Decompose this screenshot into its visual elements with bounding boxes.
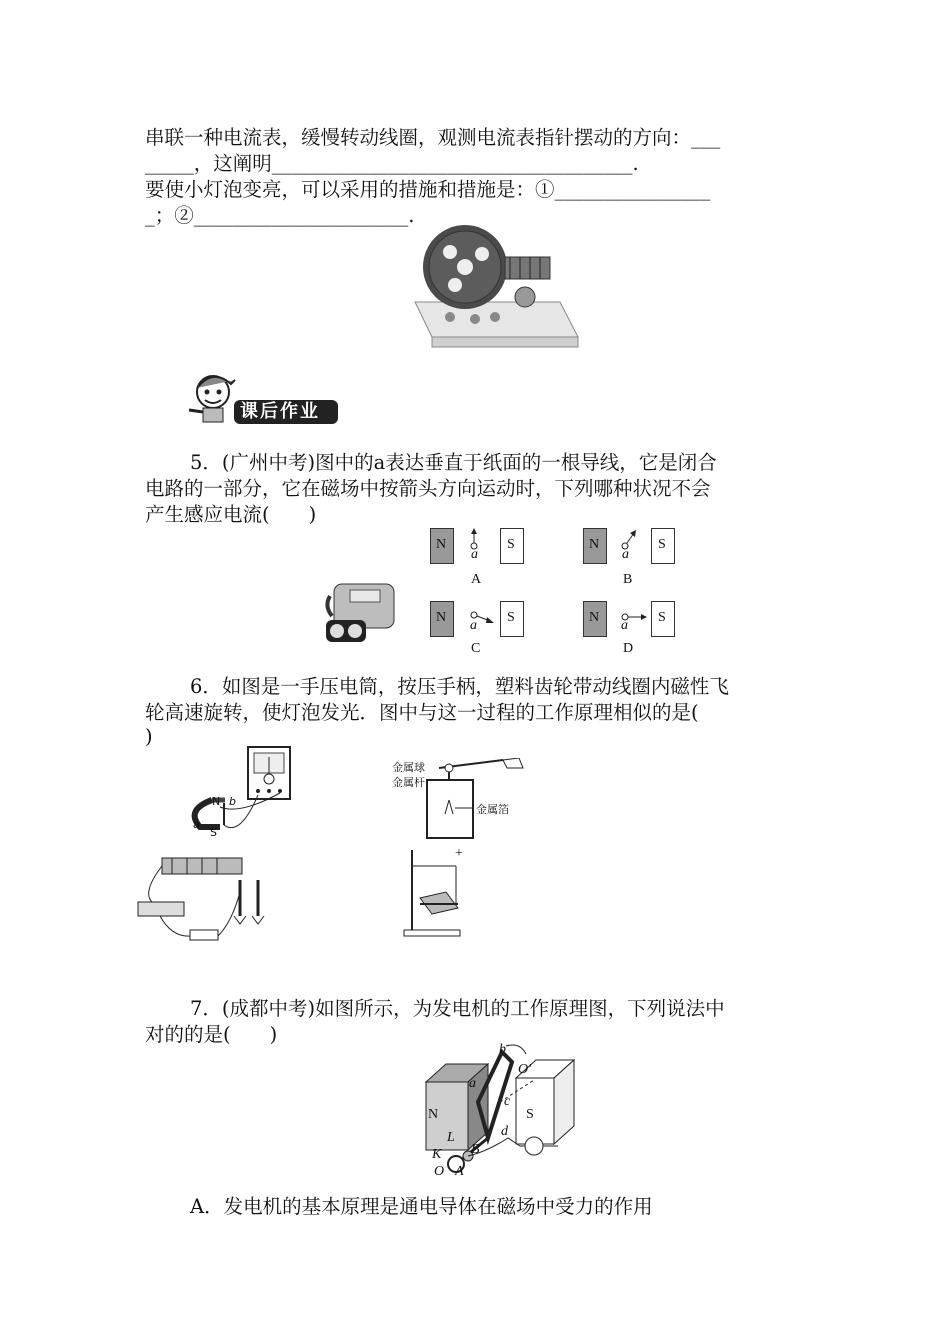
q6-line-1: 6．如图是一手压电筒，按压手柄，塑料齿轮带动线圈内磁性飞	[190, 675, 729, 698]
q6-line-2: 轮高速旋转，使灯泡发光．图中与这一过程的工作原理相似的是(	[145, 701, 699, 724]
north-magnet	[583, 528, 607, 564]
option-c-label: C	[471, 641, 481, 656]
hand-press-flashlight-image	[320, 576, 410, 646]
q7-label-n: N	[428, 1107, 439, 1122]
north-label: N	[436, 537, 447, 552]
q5-line-3: 产生感应电流( )	[145, 503, 317, 526]
north-magnet	[583, 601, 607, 637]
q5-option-d-diagram	[583, 601, 683, 661]
q7-label-o-prime: O'	[518, 1062, 532, 1077]
south-magnet	[500, 528, 524, 564]
q7-label-a: a	[469, 1076, 476, 1091]
q7-label-k: K	[432, 1147, 442, 1162]
q6-figure-c-electromagnet	[132, 852, 272, 944]
south-magnet	[651, 528, 675, 564]
south-label: S	[507, 537, 515, 552]
option-d-label: D	[623, 641, 634, 656]
q7-label-b: b	[499, 1042, 506, 1057]
metal-rod-label: 金属杆	[392, 776, 425, 789]
north-label: N	[589, 537, 600, 552]
north-label: N	[436, 610, 447, 625]
north-label: N	[589, 610, 600, 625]
q5-line-1: 5．(广州中考)图中的a表达垂直于纸面的一根导线，它是闭合	[190, 451, 717, 474]
south-label: S	[658, 610, 666, 625]
option-b-label: B	[623, 572, 633, 587]
q6-figure-b-electroscope	[415, 758, 535, 842]
fig-a-s-label: S	[210, 826, 217, 839]
homework-banner	[234, 400, 338, 424]
fig-a-n-label: N	[212, 795, 221, 808]
south-label: S	[507, 610, 515, 625]
q6-figure-d-stand	[402, 846, 482, 940]
generator-apparatus-figure	[410, 222, 580, 352]
q7-label-s: S	[526, 1107, 534, 1122]
q7-line-2: 对的的是( )	[145, 1023, 278, 1046]
q7-label-c: c	[504, 1094, 511, 1109]
q5-option-b-diagram	[583, 528, 683, 588]
metal-ball-label: 金属球	[392, 761, 425, 774]
north-magnet	[430, 528, 454, 564]
q7-option-a: A．发电机的基本原理是通电导体在磁场中受力的作用	[190, 1195, 653, 1218]
q6-line-3: )	[145, 725, 153, 748]
option-a-label: A	[471, 572, 482, 587]
wire-label: a	[621, 618, 628, 633]
south-magnet	[651, 601, 675, 637]
fig-a-a-label: a	[193, 818, 200, 831]
q5-line-2: 电路的一部分，它在磁场中按箭头方向运动时，下列哪种状况不会	[145, 477, 711, 500]
q5-option-c-diagram	[430, 601, 530, 661]
fig-d-plus-label: +	[455, 846, 463, 861]
wire-label: a	[470, 618, 477, 633]
q7-label-b2: B	[471, 1142, 480, 1157]
q7-line-1: 7．(成都中考)如图所示，为发电机的工作原理图，下列说法中	[190, 997, 725, 1020]
q4-line-4: _；②______________________.	[145, 204, 415, 227]
q7-label-a2: A	[455, 1164, 464, 1179]
north-magnet	[430, 601, 454, 637]
q7-label-l: L	[447, 1130, 455, 1145]
q7-label-d: d	[501, 1124, 508, 1139]
fig-a-b-label: b	[229, 795, 236, 808]
south-label: S	[658, 537, 666, 552]
q4-line-3: 要使小灯泡变亮，可以采用的措施和措施是：①________________	[145, 178, 711, 201]
wire-label: a	[622, 547, 629, 562]
homework-banner-label: 课后作业	[240, 401, 320, 422]
q4-line-2: _____，这阐明_____________________________________.	[145, 152, 639, 175]
q5-option-a-diagram	[430, 528, 530, 588]
south-magnet	[500, 601, 524, 637]
wire-label: a	[471, 547, 478, 562]
q7-label-o: O	[434, 1164, 445, 1179]
q4-line-1: 串联一种电流表，缓慢转动线圈，观测电流表指针摆动的方向：___	[145, 126, 721, 149]
metal-foil-label: 金属箔	[476, 803, 509, 816]
